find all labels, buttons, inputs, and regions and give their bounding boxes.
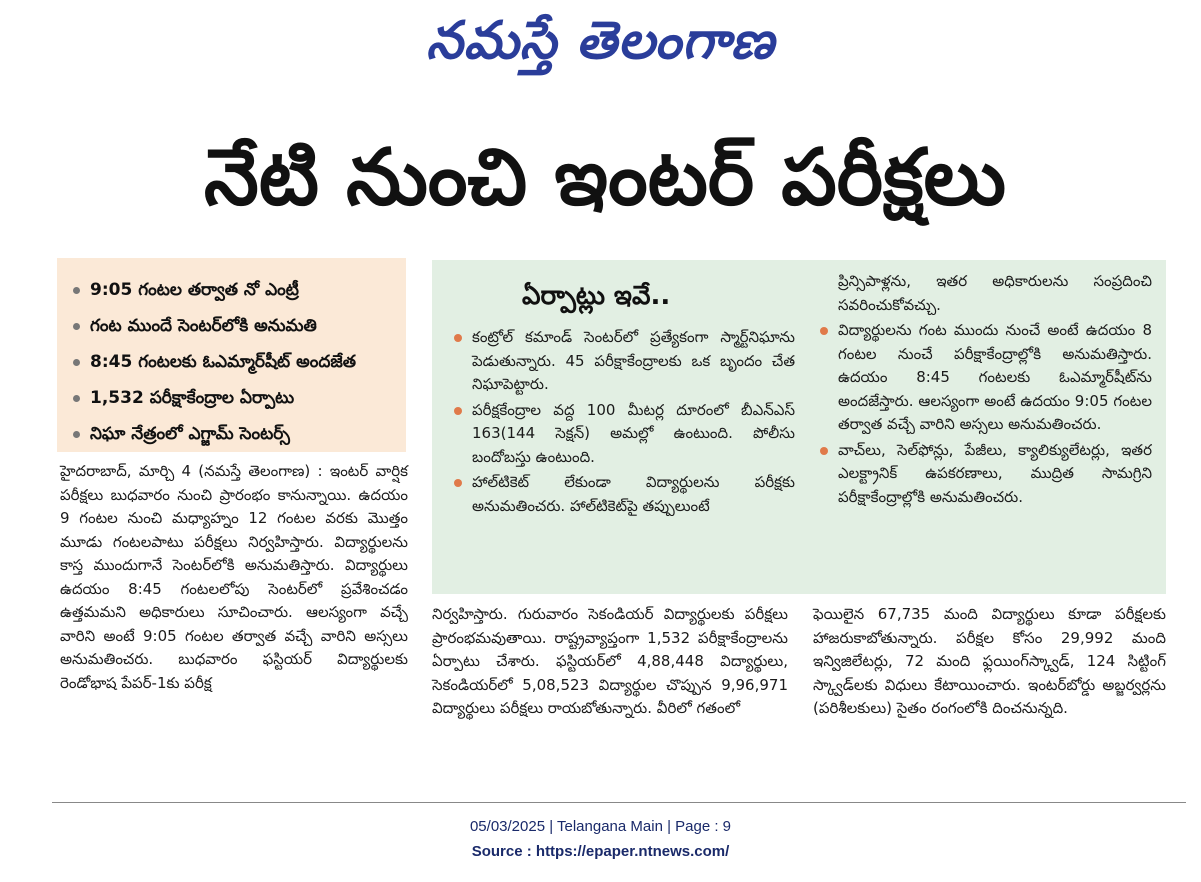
page-info: 05/03/2025 | Telangana Main | Page : 9 (469, 818, 732, 835)
bullet-icon (73, 359, 80, 366)
box-left-column (450, 326, 795, 520)
bullet-icon (820, 327, 828, 335)
arrangement-item: విద్యార్థులను గంట ముందు నుంచే అంటే ఉదయం 8 గంటల నుంచే పరీక్షాకేంద్రాల్లోకి అనుమతిస్తారు. ఉదయం 8:45 గంటలకు ఓఎమ్మార్‌షీట్‌ను అందజేస్తారు. ఆలస్యంగా అంటే ఉదయం 9:05 గంటల తర్వాత వచ్చే వారిని అస్సలు అనుమతించరు. (816, 319, 1152, 437)
article-text: నిర్వహిస్తారు. గురువారం సెకండియర్ విద్యార్థులకు పరీక్షలు ప్రారంభమవుతాయి. రాష్ట్రవ్యాప్తంగా 1,532 పరీక్షాకేంద్రాలను ఏర్పాటు చేశారు. ఫస్టియర్‌లో 4,88,448 విద్యార్థులు, సెకండియర్‌లో 5,08,523 విద్యార్థుల చొప్పున 9,96,971 విద్యార్థులు పరీక్షలు రాయబోతున్నారు. వీరిలో గతంలో (432, 605, 788, 717)
box-title: ఏర్పాట్లు ఇవే.. (522, 281, 671, 311)
bullet-icon (73, 323, 80, 330)
divider (52, 802, 1186, 803)
arrangement-item: కంట్రోల్ కమాండ్ సెంటర్‌లో ప్రత్యేకంగా స్మార్ట్‌నిఘాను పెడుతున్నారు. 45 పరీక్షాకేంద్రాలకు ఒక బృందం చేత నిఘాపెట్టారు. (450, 326, 795, 397)
article-text: హైదరాబాద్, మార్చి 4 (నమస్తే తెలంగాణ) : ఇంటర్ వార్షిక పరీక్షలు బుధవారం నుంచి ప్రారంభం కానున్నాయి. ఉదయం 9 గంటల నుంచి మధ్యాహ్నం 12 గంటల వరకు మొత్తం మూడు గంటలపాటు పరీక్షలు నిర్వహిస్తారు. విద్యార్థులను కాస్త ముందుగానే సెంటర్‌లోకి అనుమతిస్తారు. విద్యార్థులు ఉదయం 8:45 గంటలలోపు సెంటర్‌లో ప్రవేశించడం ఉత్తమమని అధికారులు సూచించారు. ఆలస్యంగా వచ్చే వారిని అంటే 9:05 గంటల తర్వాత వచ్చే వారిని అస్సలు అనుమతించరు. బుధవారం ఫస్టియర్ విద్యార్థులకు రెండోభాష పేపర్-1కు పరీక్ష (60, 462, 408, 692)
article-text: ఫెయిలైన 67,735 మంది విద్యార్థులు కూడా పరీక్షలకు హాజరుకాబోతున్నారు. పరీక్షల కోసం 29,992 మంది ఇన్విజిలేటర్లు, 72 మంది ఫ్లయింగ్‌స్క్వాడ్, 124 సిట్టింగ్ స్క్వాడ్‌లకు విధులు కేటాయించారు. ఇంటర్‌బోర్డు అబ్జర్వర్లను (పరిశీలకులు) సైతం రంగంలోకి దించనున్నది. (813, 605, 1166, 717)
bullet-icon (73, 287, 80, 294)
article-column-1 (60, 460, 408, 695)
newspaper-masthead: నమస్తే తెలంగాణ (426, 10, 775, 71)
headline: నేటి నుంచి ఇంటర్ పరీక్షలు (204, 133, 1006, 223)
highlight-item: 1,532 పరీక్షాకేంద్రాల ఏర్పాటు (73, 380, 406, 416)
box-right-column (816, 270, 1152, 511)
arrangement-continuation: ప్రిన్సిపాళ్లను, ఇతర అధికారులను సంప్రదించి సవరించుకోవచ్చు. (838, 272, 1152, 314)
bullet-icon (73, 431, 80, 438)
highlight-item: నిఘా నేత్రంలో ఎగ్జామ్ సెంటర్స్ (73, 416, 406, 452)
bullet-icon (454, 479, 462, 487)
arrangement-item: వాచ్‌లు, సెల్‌ఫోన్లు, పేజీలు, క్యాలిక్యులేటర్లు, ఇతర ఎలక్ట్రానిక్ ఉపకరణాలు, ముద్రిత సామగ్రిని పరీక్షాకేంద్రాల్లోకి అనుమతించరు. (816, 439, 1152, 510)
arrangement-item: హాల్‌టికెట్ లేకుండా విద్యార్థులను పరీక్షకు అనుమతించరు. హాల్‌టికెట్‌పై తప్పులుంటే (450, 471, 795, 518)
highlight-item: 9:05 గంటల తర్వాత నో ఎంట్రీ (73, 272, 406, 308)
article-column-2 (432, 603, 788, 721)
arrangements-box (432, 260, 1166, 594)
source-link[interactable]: Source : https://epaper.ntnews.com/ (471, 843, 730, 860)
bullet-icon (454, 334, 462, 342)
arrangement-item: పరీక్షకేంద్రాల వద్ద 100 మీటర్ల దూరంలో బీఎన్ఎస్ 163(144 సెక్షన్) అమల్లో ఉంటుంది. పోలీసు బందోబస్తు ఉంటుంది. (450, 399, 795, 470)
bullet-icon (73, 395, 80, 402)
highlight-item: 8:45 గంటలకు ఓఎమ్మార్‌షీట్ అందజేత (73, 344, 406, 380)
bullet-icon (454, 407, 462, 415)
highlight-item: గంట ముందే సెంటర్‌లోకి అనుమతి (73, 308, 406, 344)
article-column-3 (813, 603, 1166, 721)
highlights-box (57, 258, 406, 452)
bullet-icon (820, 447, 828, 455)
